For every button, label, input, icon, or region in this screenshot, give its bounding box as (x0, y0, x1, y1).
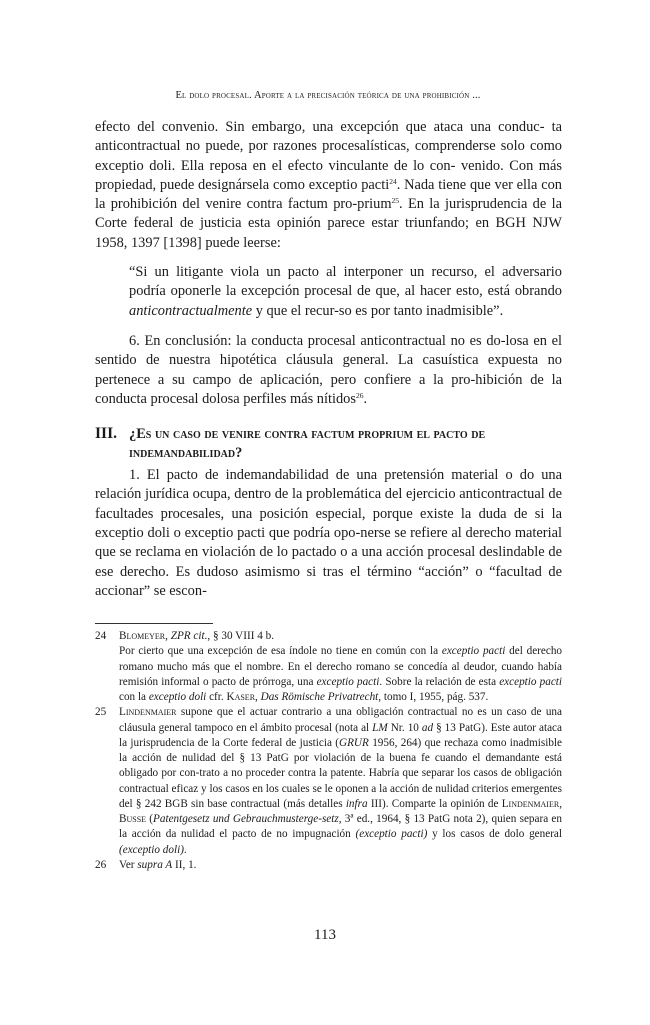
main-text (95, 118, 562, 601)
footnote-ref-25[interactable]: 25 (391, 196, 400, 206)
footnote-number: 24 (95, 630, 107, 642)
footnote-ref-24[interactable]: 24 (389, 176, 397, 186)
paragraph-2: 6. En conclusión: la conducta procesal anticontractual no es do-losa en el sentido de nuestra hipotética cláusula general. La casuística expuesta no pertenece a su campo de aplicación, pero confiere a la pro-hibición de la conducta procesal dolosa perfiles más nítidos$^{26}$. (95, 332, 562, 407)
page-number: 113 (314, 927, 336, 943)
footnote-number: 25 (95, 706, 107, 719)
paragraph-3: 1. El pacto de indemandabilidad de una pretensión material o do una relación jurídica ocupa, dentro de la problemática del ejercicio anticontractual de facultades procesales, una posición especial, porque existe la duda de si la exceptio doli o exceptio pacti que podría opo-nerse se refiere al derecho material que se reclama en violación de lo pactado o a una acción procesal deslindable de ese derecho. Es dudoso asimismo si tras el término “acción” o “facultad de accionar” se escon- (95, 467, 562, 599)
footnote-25: 25 Lindenmaier supone que el actuar contrario a una obligación contractual no es un caso de una cláusula general tampoco en el ámbito procesal (nota al LM Nr. 10 ad § 13 PatG). Este autor ataca la jurisprudencia de la Corte federal de justicia (GRUR 1956, 264) que rechaza como inadmisible la acción de nulidad del § 13 PatG por violación de la buena fe cuando el demandante está obligado por con-trato a no proceder contra la patente. Habría que separar los casos de obligación contractual eficaz y los casos en los cuales se le oponen a la acción de nulidad criterios emergentes del § 242 BGB sin base contractual (más detalles infra III). Comparte la opinión de Lindenmaier, Busse (Patentgesetz und Gebrauchmusterge-setz, 3ª ed., 1964, § 13 PatG nota 2), quien separa en la acción da nulidad el pacto de no impugnación (exceptio pacti) y los casos de dolo general (exceptio doli). (95, 705, 562, 858)
section-number: III. (95, 425, 117, 443)
footnote-ref-26[interactable]: 26 (355, 390, 364, 400)
section-title: ¿Es un caso de venire contra factum proprium el pacto de indemandabilidad? (129, 426, 486, 461)
section-heading (95, 425, 562, 462)
footnotes (95, 629, 562, 873)
footnote-separator (95, 623, 213, 624)
footnote-26: 26 Ver supra A II, 1. (95, 858, 562, 873)
running-header: El dolo procesal. Aporte a la precisación teórica de una prohibición ... (175, 90, 481, 101)
footnote-number: 26 (95, 858, 107, 871)
block-quote: “Si un litigante viola un pacto al interponer un recurso, el adversario podría oponerle la excepción procesal de que, al hacer esto, está obrando anticontractualmente y que el recur-so es por tanto inadmisible”. (129, 264, 562, 319)
footnote-24: 24 Blomeyer, ZPR cit., § 30 VIII 4 b. Por cierto que una excepción de esa índole no tiene en común con la exceptio pacti del derecho romano mucho más que el nombre. En el derecho romano se concedía al deudor, cuando había remisión informal o pacto de prórroga, una exceptio pacti. Sobre la relación de esta exceptio pacti con la exceptio doli cfr. Kaser, Das Römische Privatrecht, tomo I, 1955, pág. 537. (95, 629, 562, 705)
paragraph-1: efecto del convenio. Sin embargo, una excepción que ataca una conduc- ta anticontractual no puede, por razones procesalísticas, comprenderse solo como exceptio doli. Ella reposa en el efecto vinculante de lo con- venido. Con más propiedad, puede designársela como exceptio pacti$^{24}$. Nada tiene que ver ella con la prohibición del venire contra factum pro-prium$^{25}$. En la jurisprudencia de la Corte federal de justicia esta opinión parece estar triunfando; en BGH NJW 1958, 1397 [1398] puede leerse: (95, 119, 562, 251)
